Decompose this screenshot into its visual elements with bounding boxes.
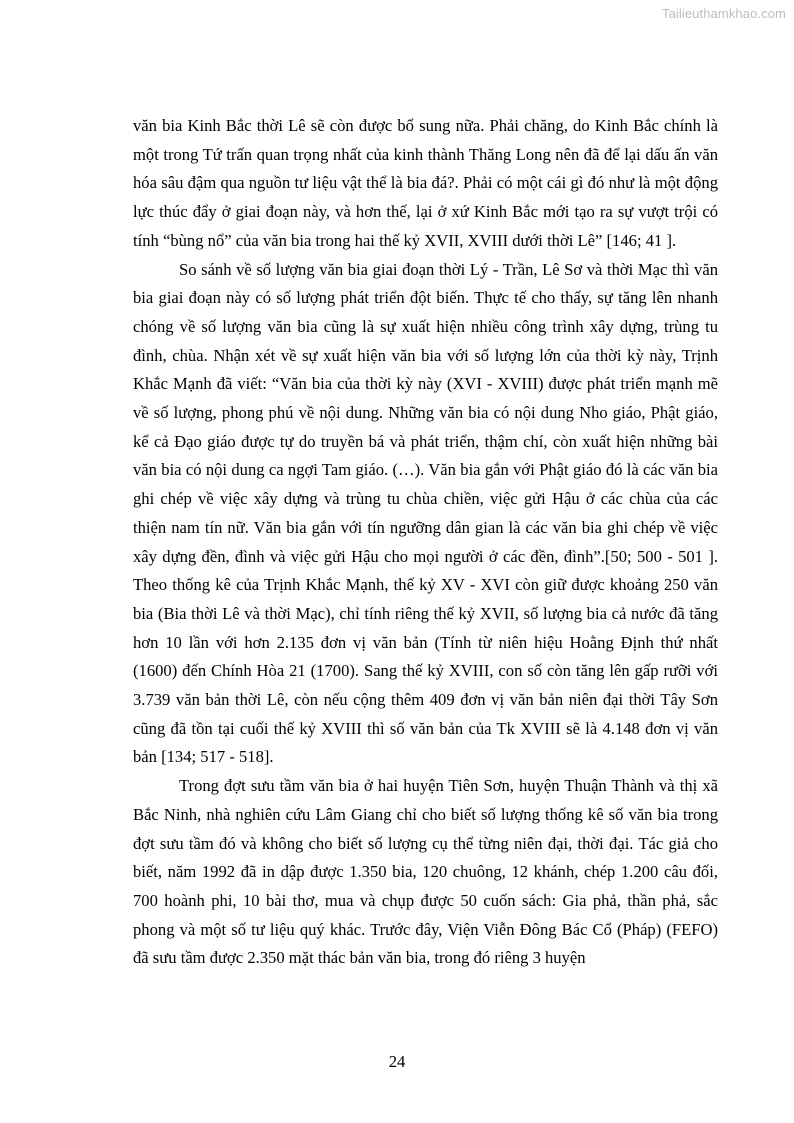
document-body: [133, 112, 718, 973]
page-number: 24: [388, 1052, 406, 1071]
watermark-text: Tailieuthamkhao.com: [661, 6, 786, 21]
paragraph-continued: văn bia Kinh Bắc thời Lê sẽ còn được bổ sung nữa. Phải chăng, do Kinh Bắc chính là một trong Tứ trấn quan trọng nhất của kinh thành Thăng Long nên đã để lại dấu ấn văn hóa sâu đậm qua nguồn tư liệu vật thể là bia đá?. Phải có một cái gì đó như là một động lực thúc đẩy ở giai đoạn này, và hơn thế, lại ở xứ Kinh Bắc mới tạo ra sự vượt trội có tính “bùng nổ” của văn bia trong hai thế kỷ XVII, XVIII dưới thời Lê” [146; 41 ].: [133, 116, 718, 250]
paragraph-comparison: So sánh về số lượng văn bia giai đoạn thời Lý - Trần, Lê Sơ và thời Mạc thì văn bia giai đoạn này có số lượng phát triển đột biến. Thực tế cho thấy, sự tăng lên nhanh chóng về số lượng văn bia cũng là sự xuất hiện nhiều công trình xây dựng, trùng tu đình, chùa. Nhận xét về sự xuất hiện văn bia với số lượng lớn của thời kỳ này, Trịnh Khắc Mạnh đã viết: “Văn bia của thời kỳ này (XVI - XVIII) được phát triển mạnh mẽ về số lượng, phong phú về nội dung. Những văn bia có nội dung Nho giáo, Phật giáo, kể cả Đạo giáo được tự do truyền bá và phát triển, thậm chí, còn xuất hiện những bài văn bia có nội dung ca ngợi Tam giáo. (…). Văn bia gắn với Phật giáo đó là các văn bia ghi chép về việc xây dựng và trùng tu chùa chiền, việc gửi Hậu ở các chùa của các thiện nam tín nữ. Văn bia gắn với tín ngưỡng dân gian là các văn bia ghi chép về việc xây dựng đền, đình và việc gửi Hậu cho mọi người ở các đền, đình”.[50; 500 - 501 ]. Theo thống kê của Trịnh Khắc Mạnh, thế kỷ XV - XVI còn giữ được khoảng 250 văn bia (Bia thời Lê và thời Mạc), chỉ tính riêng thế kỷ XVII, số lượng bia cả nước đã tăng hơn 10 lần với hơn 2.135 đơn vị văn bản (Tính từ niên hiệu Hoằng Định thứ nhất (1600) đến Chính Hòa 21 (1700). Sang thế kỷ XVIII, con số còn tăng lên gấp rưỡi với 3.739 văn bản thời Lê, còn nếu cộng thêm 409 đơn vị văn bản niên đại thời Tây Sơn cũng đã tồn tại cuối thế kỷ XVIII thì số văn bản của Tk XVIII sẽ là 4.148 đơn vị văn bản [134; 517 - 518].: [133, 259, 718, 767]
paragraph-collection: Trong đợt sưu tầm văn bia ở hai huyện Tiên Sơn, huyện Thuận Thành và thị xã Bắc Ninh, nhà nghiên cứu Lâm Giang chỉ cho biết số lượng thống kê số văn bia trong đợt sưu tầm đó và không cho biết số lượng cụ thể từng niên đại, thời đại. Tác giả cho biết, năm 1992 đã in dập được 1.350 bia, 120 chuông, 12 khánh, chép 1.200 câu đối, 700 hoành phi, 10 bài thơ, mua và chụp được 50 cuốn sách: Gia phả, thần phả, sắc phong và một số tư liệu quý khác. Trước đây, Viện Viễn Đông Bác Cổ (Pháp) (FEFO) đã sưu tầm được 2.350 mặt thác bản văn bia, trong đó riêng 3 huyện: [133, 776, 718, 968]
